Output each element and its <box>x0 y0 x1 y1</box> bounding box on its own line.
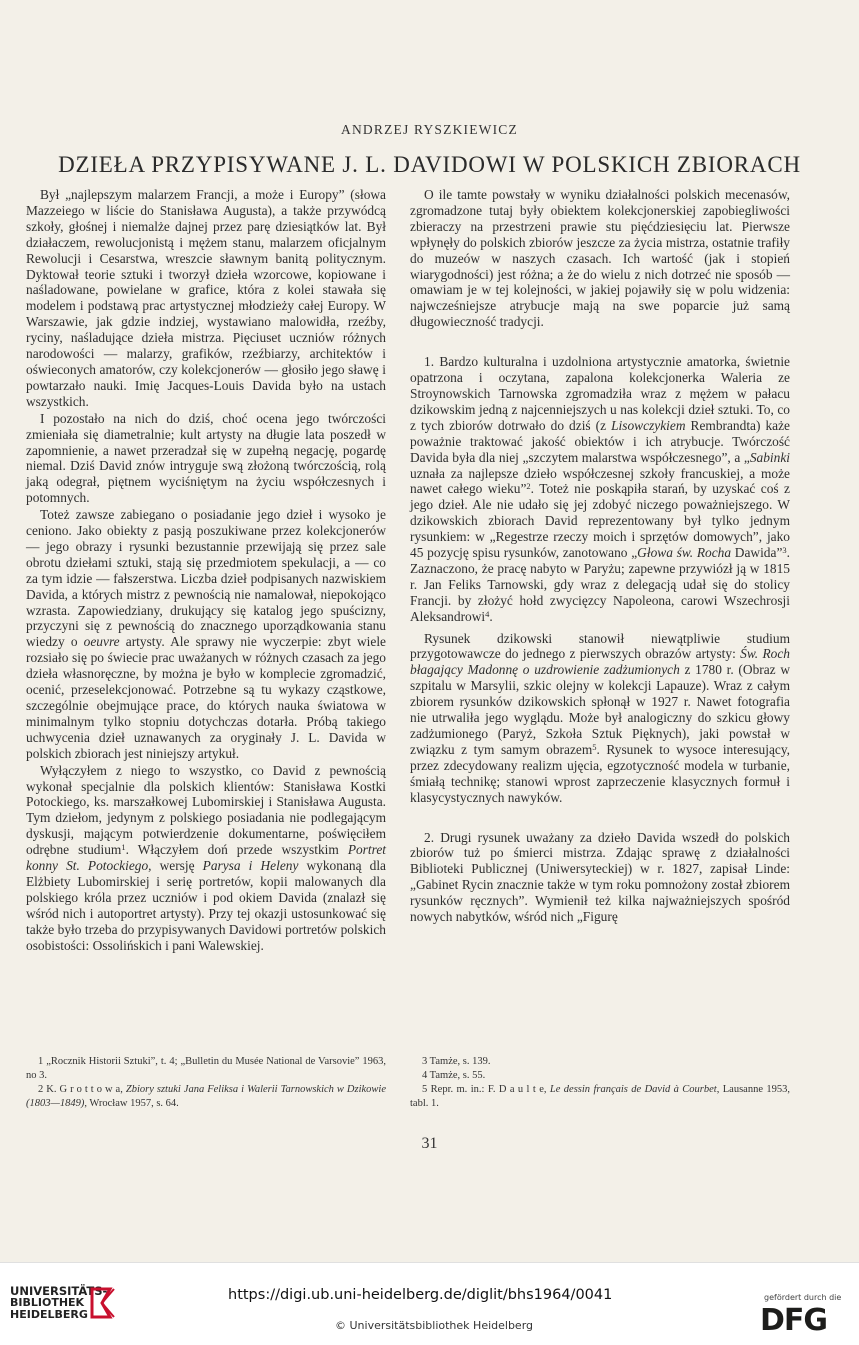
footnotes-left <box>26 1055 386 1111</box>
footnote-ref: 3 <box>782 545 787 556</box>
footnotes-right <box>410 1055 790 1111</box>
footnote: 5 Repr. m. in.: F. D a u l t e, Le dessin français de David à Courbet, Lausanne 1953, tabl. 1. <box>410 1084 791 1109</box>
footnote-ref: 1 <box>121 842 126 853</box>
footnote-ref: 5 <box>592 741 597 752</box>
paragraph: Był „najlepszym malarzem Francji, a może i Europy” (słowa Mazzeiego w liście do Stanisława Augusta), a także przywódcą szkoły, głośnej i niemalże dajnej przez parę dziesiątków lat. Był działaczem, rewolucjonistą i mężem stanu, malarzem oficjalnym Rewolucji i Cesarstwa, wreszcie sławnym banitą politycznym. Dyktował teorie sztuki i tworzył dzieła wzorcowe, kopiowane i naśladowane, powielane w grafice, która z kolei stawała się modelem i podstawą prac artystycznej młodzieży całej Europy. W Warszawie, jak gdzie indziej, wystawiano malowidła, rzeźby, ryciny, naśladujące dzieła mistrza. Pięciuset uczniów różnych narodowości — malarzy, grafików, rzeźbiarzy, architektów i oświeconych amatorów, czy kolekcjonerów — głosiło jego sławę i powtarzało nauki. Imię Jacques-Louis Davida było na ustach wszystkich. <box>26 187 386 409</box>
article-title: DZIEŁA PRZYPISYWANE J. L. DAVIDOWI W POLSKICH ZBIORACH <box>58 152 801 177</box>
dfg-logo[interactable]: DFG <box>760 1303 828 1338</box>
paragraph: 1. Bardzo kulturalna i uzdolniona artystycznie amatorka, świetnie opatrzona i oczytana, zapalona kolekcjonerka Waleria ze Stroynowskich Tarnowska zgromadziła wraz z mężem w pałacu dzikowskim jedną z najcenniejszych u nas kolekcji dzieł sztuki. To, co z tych zbiorów dotrwało do dziś (z Lisowczykiem Rembrandta) każe poważnie traktować jakość obiektów i ich atrybucje. Twórczość Davida była dla niej „szczytem malarstwa współczesnego”, a „Sabinki uznała za najlepsze dzieło współczesnej szkoły francuskiej, a może nawet całego wieku”$^2$. Toteż nie poskąpiła starań, by uzyskać coś z jego dzieł. Ale nie udało się jej zdobyć niczego poważniejszego. W dzikowskich zbiorach David reprezentowany był tylko jednym rysunkiem: w „Regestrze rzeczy moich i sprzętów domowych”, jako 45 pozycję spisu rysunków, zanotowano „Głowa św. Rocha Dawida”$^3$. Zaznaczono, że pracę nabyto w Paryżu; zapewne przywiózł ją w 1815 r. Jan Feliks Tarnowski, gdy wraz z delegacją udał się do stolicy Francji. by złożyć hołd zwycięzcy Napoleona, carowi Wszechrosji Aleksandrowi$^4$. <box>410 354 791 624</box>
paragraph: Toteż zawsze zabiegano o posiadanie jego dzieł i wysoko je ceniono. Jako obiekty z pasją poszukiwane przez kolekcjonerów — jego obrazy i rysunki bezustannie przewijają się przez sale obrotu dziełami sztuki, stają się przedmiotem spekulacji, a — co za tym idzie — fałszerstwa. Liczba dzieł podpisanych nazwiskiem Davida, a których mistrz z pewnością nie namalował, niepokojąco wzrasta. Zapowiedziany, drukujący się katalog jego spuścizny, przyczyni się z pewnością do znacznego uporządkowania stanu wiedzy o oeuvre artysty. Ale sprawy nie wyczerpie: zbyt wiele rozsiało się po świecie prac uważanych w różnych czasach za jego dzieła własnoręczne, by można je było w komplecie zgromadzić, ocenić, przeselekcjonować. Potrzebne są tu wykazy cząstkowe, szczególnie obejmujące prace, do których nauka światowa w minimalnym tylko stopniu dotychczas dotarła. Próbą takiego uchwycenia dzieł uznawanych za oryginały J. L. Davida w polskich zbiorach jest niniejszy artykuł. <box>26 507 386 761</box>
footnote-ref: 2 <box>526 481 531 492</box>
viewer-footer <box>0 1262 859 1345</box>
funding-note: gefördert durch die <box>764 1293 842 1302</box>
footnote: 3 Tamże, s. 139. <box>422 1056 491 1067</box>
paragraph: 2. Drugi rysunek uważany za dzieło Davida wszedł do polskich zbiorów tuż po śmierci mistrza. Zdając sprawę z działalności Biblioteki Publicznej (Uniwersyteckiej) w r. 1827, zapisał Linde: „Gabinet Rycin znacznie także w tym roku pomnożony został zbiorem rysunków ręcznych”. Wymienił też kilka najważniejszych spośród nowych nabytków, wśród nich „Figurę <box>410 829 790 925</box>
footnote-ref: 4 <box>485 608 490 619</box>
left-column <box>26 187 386 954</box>
right-column <box>410 187 790 925</box>
paragraph: Wyłączyłem z niego to wszystko, co David z pewnością wykonał specjalnie dla polskich klientów: Stanisława Kostki Potockiego, ks. marszałkowej Lubomirskiej i Stanisława Augusta. Tym dziełom, jedynym z polskiego posiadania nie podlegającym dyskusji, mającym potwierdzenie dokumentarne, poświęciłem odrębne studium$^1$. Włączyłem doń przede wszystkim Portret konny St. Potockiego, wersję Parysa i Heleny wykonaną dla Elżbiety Lubomirskiej i serię portretów, kopii malowanych dla polskiego króla przez uczniów i pod okiem Davida (znalazł się wśród nich i autoportret artysty). Przy tej okazji ustosunkować się także było trzeba do przypisywanych Davidowi portretów polskich osobistości: Ossolińskich i pani Walewskiej. <box>26 762 386 953</box>
footnote: 2 K. G r o t t o w a, Zbiory sztuki Jana Feliksa i Walerii Tarnowskich w Dzikowie (1803—1849), Wrocław 1957, s. 64. <box>26 1084 386 1109</box>
paragraph: Rysunek dzikowski stanowił niewątpliwie studium przygotowawcze do jednego z pierwszych obrazów artysty: Św. Roch błagający Madonnę o uzdrowienie zadżumionych z 1780 r. (Obraz w szpitalu w Marsylii, szkic olejny w kolekcji Lapauze). Wraz z całym zbiorem rysunków dzikowskich spłonął w 1927 r. Nawet fotografia nie utrwaliła jego wyglądu. Może był analogiczny do szkicu głowy zadżumionego (Paryż, Szkoła Sztuk Pięknych), jaki powstał w związku z tym samym obrazem$^5$. Rysunek to wysoce interesujący, przez zdecydowany realizm ujęcia, egzotyczność modela w turbanie, śmiałą technikę; stanowi wprost zaprzeczenie klasycznych formuł i klasycystycznych nawyków. <box>410 630 791 805</box>
permalink-url[interactable]: https://digi.ub.uni-heidelberg.de/diglit/bhs1964/0041 <box>228 1287 613 1303</box>
paragraph: I pozostało na nich do dziś, choć ocena jego twórczości zmieniała się diametralnie; kult artysty na długie lata poszedł w zapomnienie, a nawet przeradzał się w zupełną negację, pogardę niemal. Dziś David znów intryguje swą złożoną twórczością, rolą jaką odegrał, piętnem wyciśniętym na życiu współczesnych i potomnych. <box>26 410 386 506</box>
paragraph: O ile tamte powstały w wyniku działalności polskich mecenasów, zgromadzone tutaj były obiektem kolekcjonerskiej zapobiegliwości zbieraczy na przestrzeni prawie stu pięćdziesięciu lat. Pierwsze wpłynęły do polskich zbiorów jeszcze za życia mistrza, ostatnie trafiły do muzeów w naszych czasach. Ich wartość (jak i stopień wiarygodności) jest różna; a że do wielu z nich dotrzeć nie sposób — omawiam je w tej kolejności, w jakiej pojawiły się w polu widzenia: najwcześniejsze atrybucje mają na swe poparcie już samą długowieczność tradycji. <box>410 187 790 330</box>
library-logo[interactable]: UNIVERSITÄTS- BIBLIOTHEK HEIDELBERG <box>10 1284 108 1321</box>
footnote: 1 „Rocznik Historii Sztuki”, t. 4; „Bulletin du Musée National de Varsovie” 1963, no 3. <box>26 1056 386 1081</box>
copyright-text: © Universitätsbibliothek Heidelberg <box>335 1319 534 1332</box>
page-number: 31 <box>421 1135 438 1152</box>
author-name: ANDRZEJ RYSZKIEWICZ <box>341 122 518 137</box>
footnote: 4 Tamże, s. 55. <box>422 1070 486 1081</box>
library-emblem-icon <box>88 1285 116 1321</box>
